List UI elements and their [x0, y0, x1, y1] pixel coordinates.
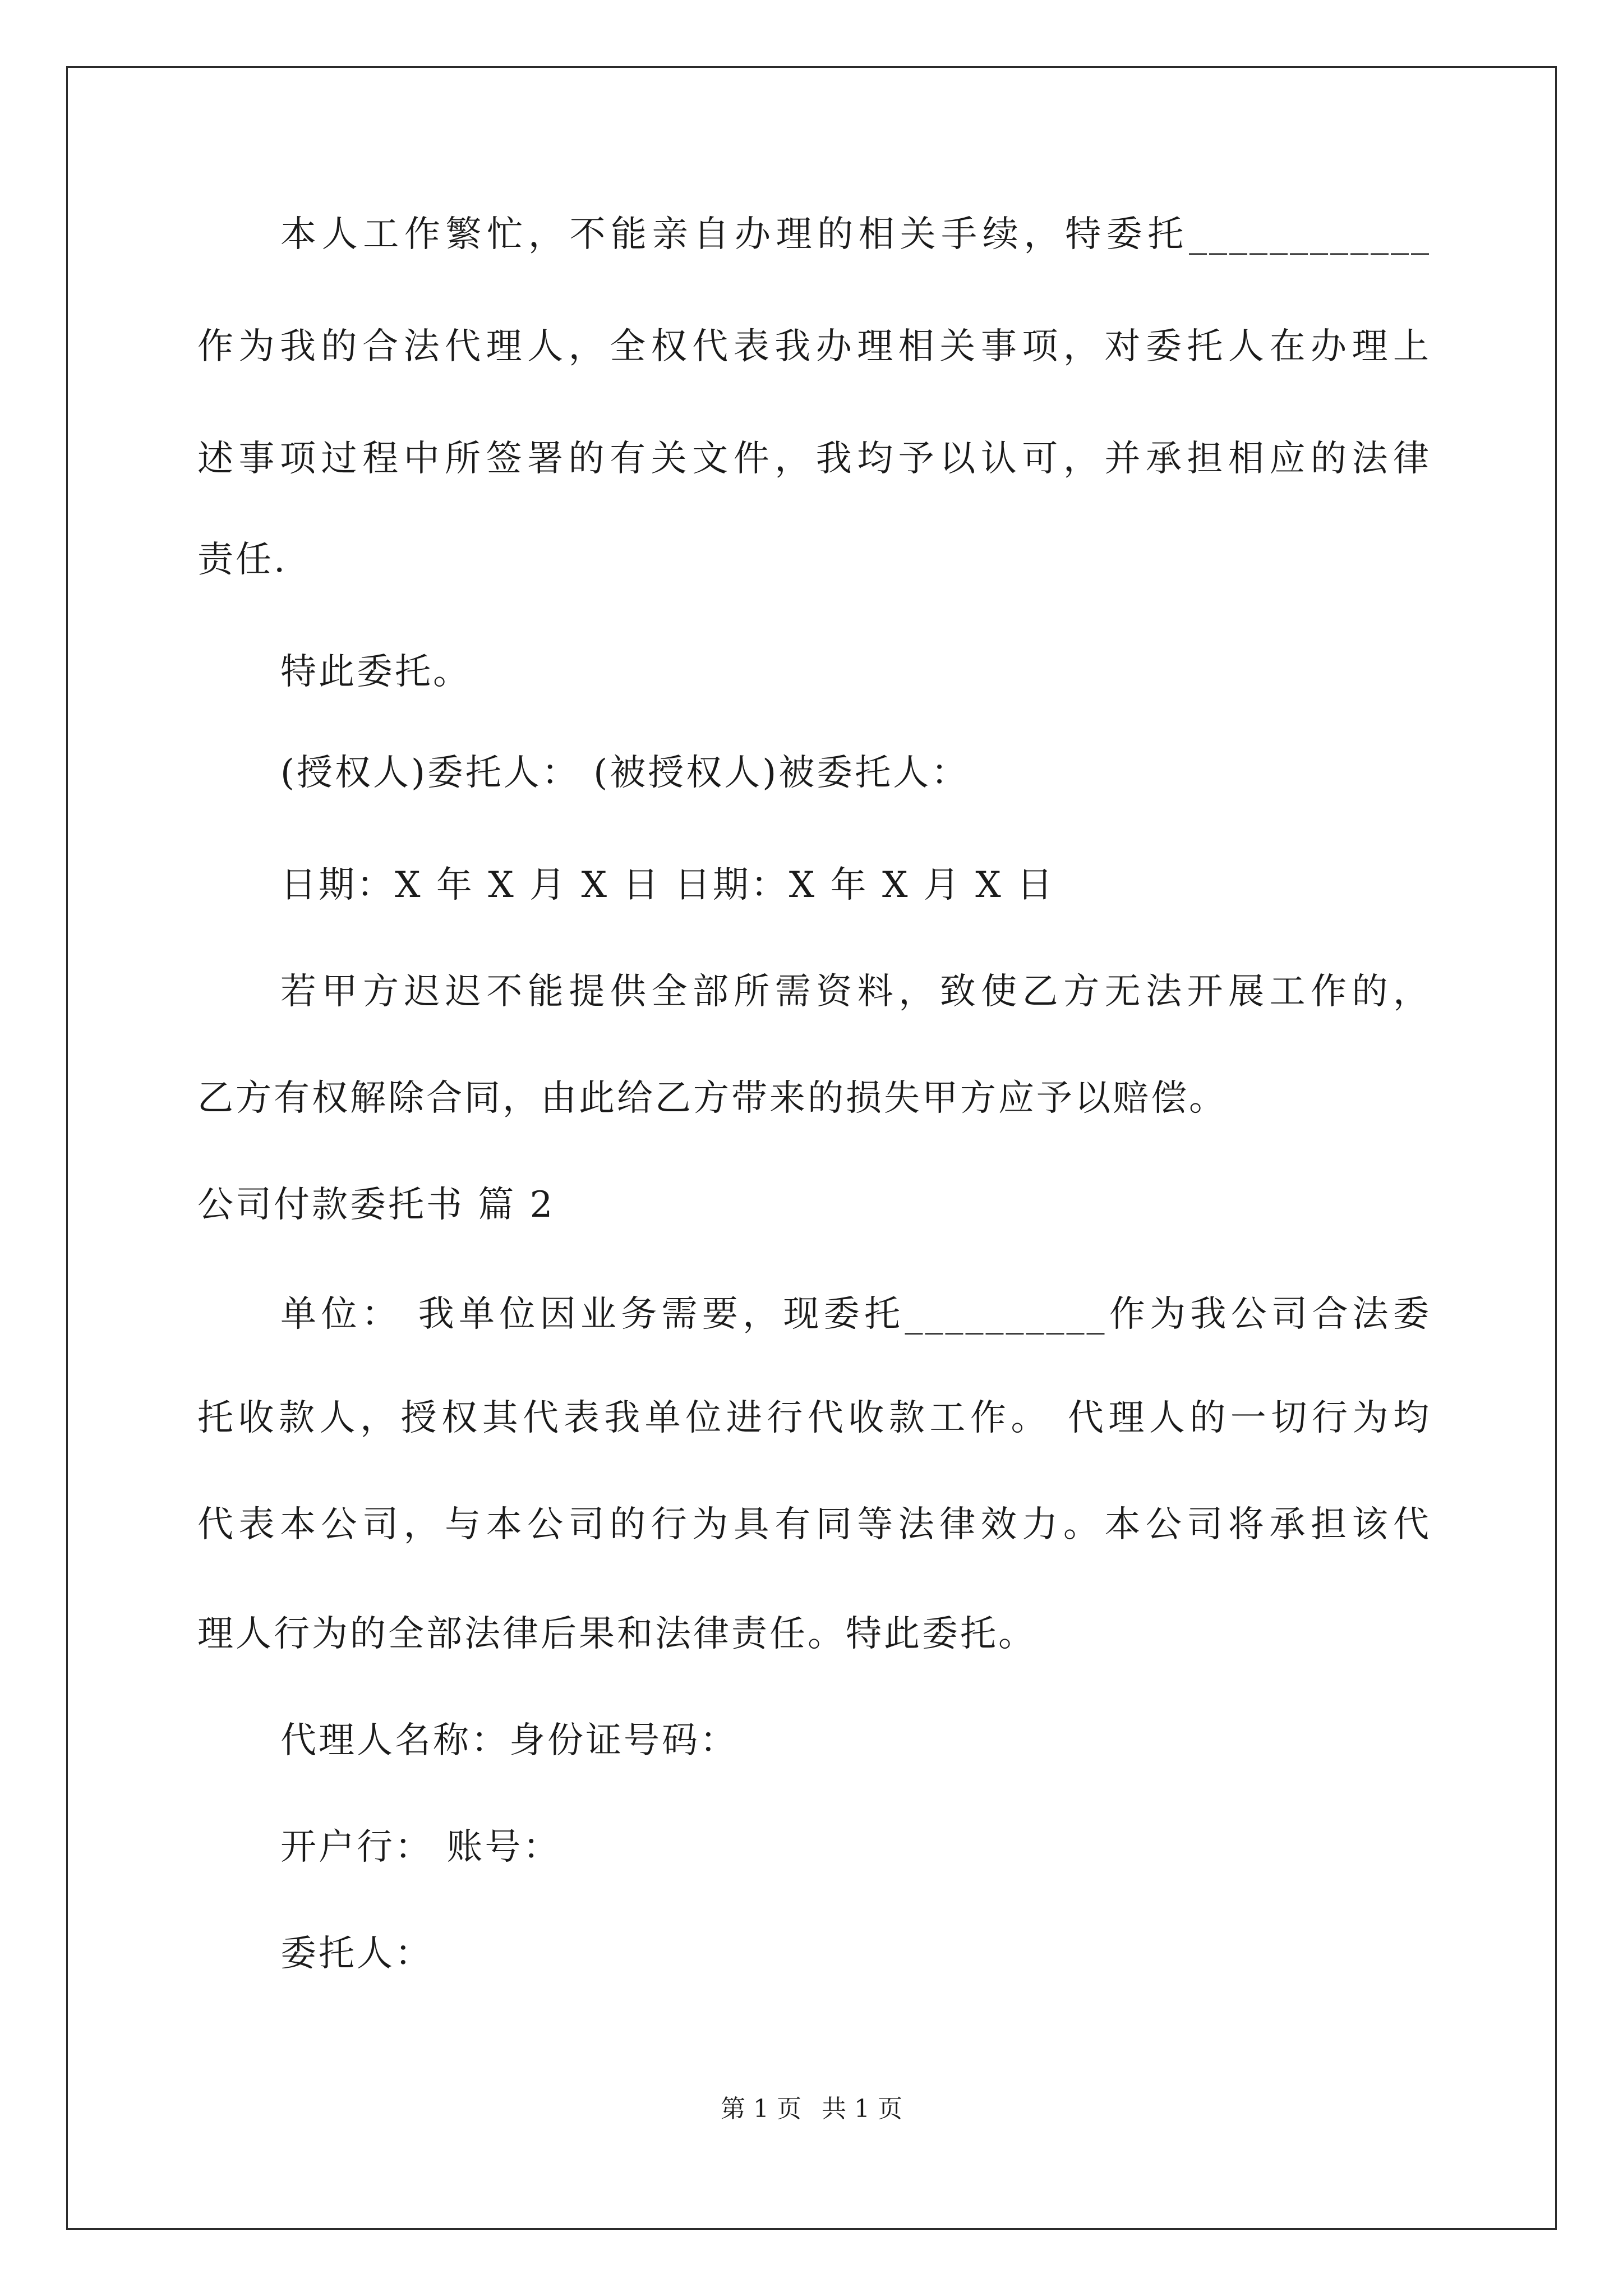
paragraph-line: 述事项过程中所签署的有关文件，我均予以认可，并承担相应的法律	[197, 438, 1431, 480]
page-total: 共 1 页	[822, 2095, 902, 2123]
paragraph-line: 若甲方迟迟不能提供全部所需资料，致使乙方无法开展工作的，	[280, 971, 1431, 1013]
page-border	[66, 66, 1557, 2230]
paragraph-line: 乙方有权解除合同，由此给乙方带来的损失甲方应予以赔偿。	[197, 1078, 1227, 1119]
paragraph-line: 特此委托。	[280, 651, 471, 693]
field-line: 开户行： 账号：	[280, 1826, 561, 1868]
paragraph-line: 代表本公司，与本公司的行为具有同等法律效力。本公司将承担该代	[197, 1504, 1431, 1545]
section-heading: 公司付款委托书 篇 2	[197, 1184, 555, 1226]
paragraph-line: 本人工作繁忙，不能亲自办理的相关手续，特委托____________	[280, 214, 1431, 255]
page-footer	[0, 2092, 1623, 2126]
paragraph-line: 作为我的合法代理人，全权代表我办理相关事项，对委托人在办理上	[197, 326, 1431, 367]
field-line: 委托人：	[280, 1933, 433, 1975]
date-line: 日期：X 年 X 月 X 日 日期：X 年 X 月 X 日	[280, 864, 1055, 906]
page-number: 第 1 页	[721, 2095, 801, 2123]
paragraph-line: 理人行为的全部法律后果和法律责任。特此委托。	[197, 1613, 1036, 1655]
paragraph-line: 单位： 我单位因业务需要，现委托__________作为我公司合法委	[280, 1294, 1431, 1335]
signature-line: (授权人)委托人： (被授权人)被委托人：	[280, 752, 970, 794]
field-line: 代理人名称：身份证号码：	[280, 1720, 738, 1761]
paragraph-line: 托收款人，授权其代表我单位进行代收款工作。 代理人的一切行为均	[197, 1397, 1431, 1439]
paragraph-line: 责任.	[197, 539, 288, 581]
